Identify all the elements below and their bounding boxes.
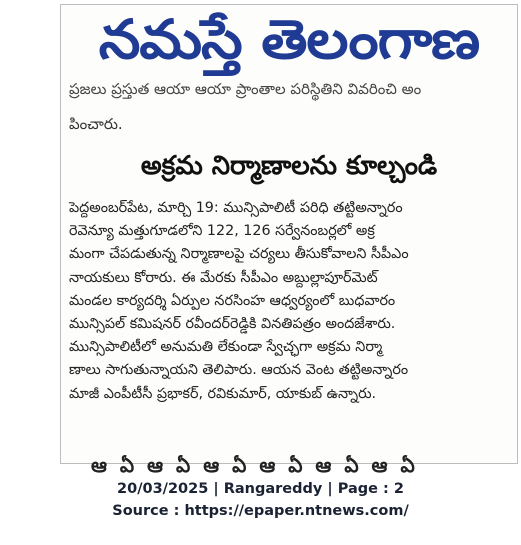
article-line: మున్సిపాలిటీలో అనుమతి లేకుండా స్వేచ్ఛగా అక్రమ నిర్మా: [69, 339, 383, 356]
clipping-footer: [0, 478, 521, 522]
footer-date-line: 20/03/2025 | Rangareddy | Page : 2: [117, 481, 404, 497]
article-line: నాయకులు కోరారు. ఈ మేరకు సీపీఎం అబ్దుల్లాపూర్‌మెట్: [69, 269, 378, 286]
article-line: పెద్దఅంబర్‌పేట, మార్చి 19: మున్సిపాలిటీ పరిధి తట్టిఅన్నారం: [69, 200, 403, 216]
article-line: మంగా చేపడుతున్న నిర్మాణాలపై చర్యలు తీసుకోవాలని సీపీఎం: [69, 246, 409, 263]
next-article-cut-text: ఆ ఏ ఆ ఏ ఆ ఏ ఆ ఏ ఆ ఏ ఆ ఏ: [91, 453, 418, 477]
masthead: [61, 5, 517, 87]
article-line: మండల కార్యదర్శి ఏర్పుల నరసింహ ఆధ్వర్యంలో బుధవారం: [69, 292, 396, 309]
article-body: [69, 197, 513, 406]
next-article-cut-fragment: [61, 451, 517, 477]
previous-article-tail: పించారు.: [69, 115, 123, 133]
footer-source-line: Source : https://epaper.ntnews.com/: [112, 503, 409, 519]
article-line: మాజీ ఎంపీటీసీ ప్రభాకర్, రవికుమార్, యాకుబ్ ఉన్నారు.: [69, 385, 377, 402]
newspaper-clipping: [60, 4, 518, 477]
article-line: ణాలు సాగుతున్నాయని తెలిపారు. ఆయన వెంట తట్టిఅన్నారం: [69, 362, 409, 379]
article-headline: అక్రమ నిర్మాణాలను కూల్చండి: [140, 151, 438, 181]
previous-article-cut-line: [61, 80, 517, 99]
article-line: రెవెన్యూ మత్తుగూడలోని 122, 126 సర్వేనంబర్లలో అక్ర: [69, 223, 375, 240]
previous-article-cut-text: ప్రజలు ప్రస్తుత ఆయా ఆయా ప్రాంతాల పరిస్థితిని వివరించి అం: [69, 80, 422, 98]
article-line: మున్సిపల్ కమిషనర్ రవీందర్‌రెడ్డికి వినతిపత్రం అందజేశారు.: [69, 315, 396, 332]
previous-article-fragment: [61, 80, 517, 147]
masthead-title: నమస్తే తెలంగాణ: [98, 7, 480, 71]
